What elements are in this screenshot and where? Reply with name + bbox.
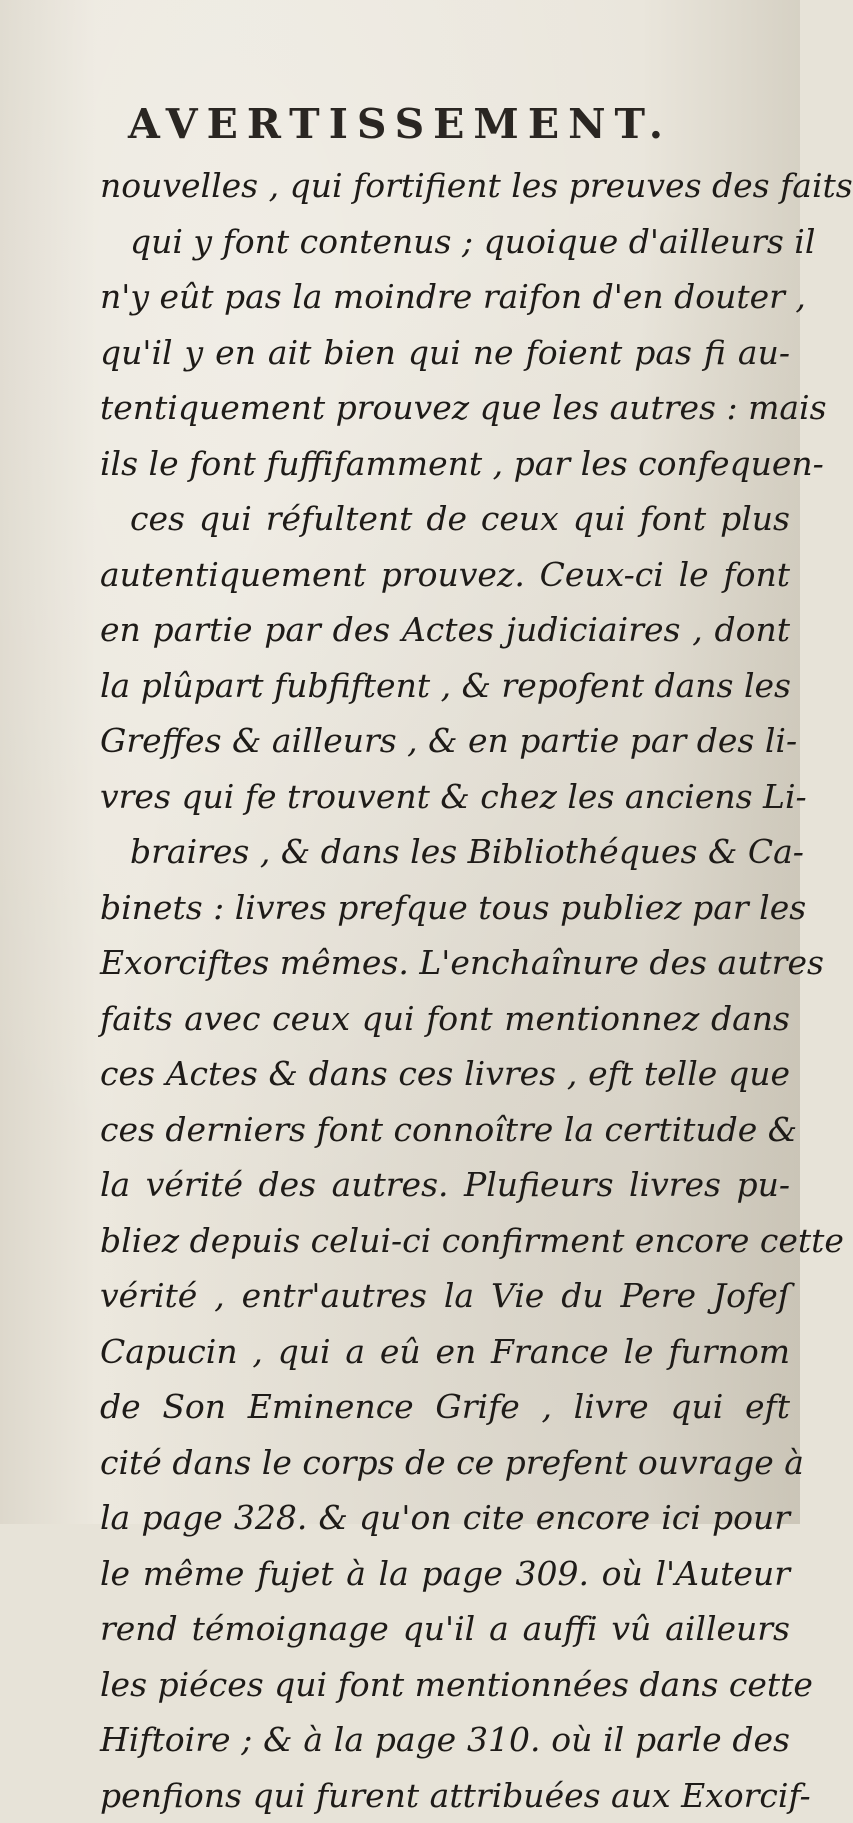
- text-line: la vérité des autres. Plufieurs livres pu-: [100, 1157, 790, 1213]
- text-line: Capucin , qui a eû en France le furnom: [100, 1324, 790, 1380]
- text-line: qu'il y en ait bien qui ne foient pas fi au-: [100, 325, 790, 381]
- text-line: la plûpart fubfiftent , & repofent dans les: [100, 658, 790, 714]
- text-line: penfions qui furent attribuées aux Exorcif-: [100, 1768, 790, 1823]
- text-line: Exorciftes mêmes. L'enchaînure des autres: [100, 935, 790, 991]
- text-line: faits avec ceux qui font mentionnez dans: [100, 991, 790, 1047]
- text-line: vres qui fe trouvent & chez les anciens Li-: [100, 769, 790, 825]
- text-line: ils le font fuffifamment , par les confequen-: [100, 436, 790, 492]
- running-head: AVERTISSEMENT.: [0, 100, 800, 148]
- text-line: cité dans le corps de ce prefent ouvrage à: [100, 1435, 790, 1491]
- text-line: n'y eût pas la moindre raifon d'en douter ,: [100, 269, 790, 325]
- text-line: le même fujet à la page 309. où l'Auteur: [100, 1546, 790, 1602]
- text-line: binets : livres prefque tous publiez par les: [100, 880, 790, 936]
- text-line: ces derniers font connoître la certitude &: [100, 1102, 790, 1158]
- text-line: vérité , entr'autres la Vie du Pere Jofeſ: [100, 1268, 790, 1324]
- text-line: de Son Eminence Grife , livre qui eft: [100, 1379, 790, 1435]
- text-line: bliez depuis celui-ci confirment encore cette: [100, 1213, 790, 1269]
- page-body-text: [100, 158, 790, 1823]
- text-line: ces Actes & dans ces livres , eft telle que: [100, 1046, 790, 1102]
- text-line: Greffes & ailleurs , & en partie par des li-: [100, 713, 790, 769]
- text-line: en partie par des Actes judiciaires , dont: [100, 602, 790, 658]
- text-line: nouvelles , qui fortifient les preuves des faits: [100, 158, 790, 214]
- text-line: Hiftoire ; & à la page 310. où il parle des: [100, 1712, 790, 1768]
- text-line: braires , & dans les Bibliothéques & Ca-: [100, 824, 790, 880]
- text-line: tentiquement prouvez que les autres : mais: [100, 380, 790, 436]
- text-line: rend témoignage qu'il a auffi vû ailleurs: [100, 1601, 790, 1657]
- text-line: les piéces qui font mentionnées dans cette: [100, 1657, 790, 1713]
- text-line: la page 328. & qu'on cite encore ici pour: [100, 1490, 790, 1546]
- text-line: autentiquement prouvez. Ceux-ci le font: [100, 547, 790, 603]
- text-line: qui y font contenus ; quoique d'ailleurs il: [100, 214, 790, 270]
- text-line: ces qui réfultent de ceux qui font plus: [100, 491, 790, 547]
